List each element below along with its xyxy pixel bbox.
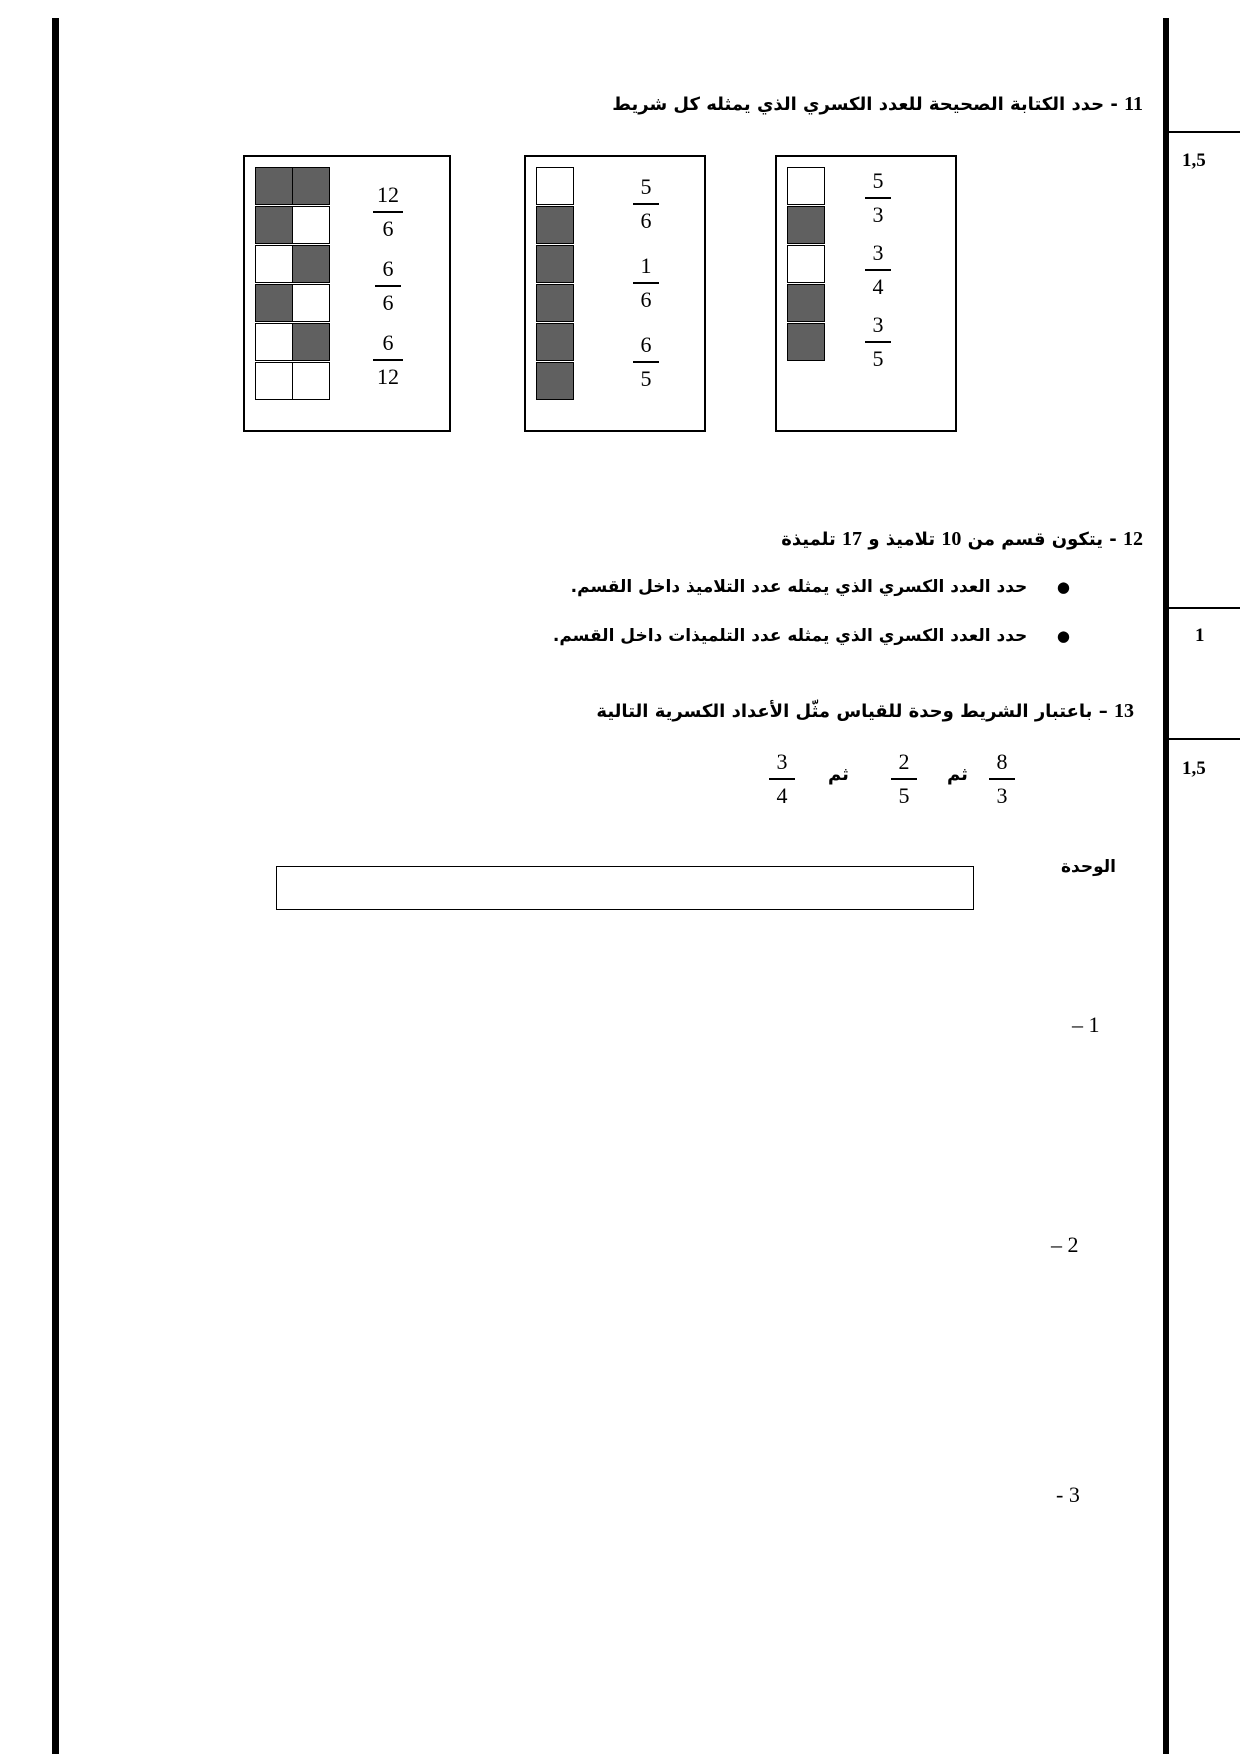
- score-q11: 1,5: [1182, 150, 1206, 171]
- q12-heading: 12 - يتكون قسم من 10 تلاميذ و 17 تلميذة: [781, 528, 1143, 550]
- unit-label: الوحدة: [1061, 857, 1116, 877]
- q13-number: 13: [1114, 700, 1134, 722]
- score-q12: 1: [1195, 625, 1205, 646]
- sub-item-2: – 2: [1051, 1232, 1079, 1257]
- q12-bullet-2: ● حدد العدد الكسري الذي يمثله عدد التلميذات داخل القسم.: [552, 626, 1070, 646]
- q12-bullet-1: ● حدد العدد الكسري الذي يمثله عدد التلاميذ داخل القسم.: [570, 577, 1070, 597]
- unit-strip: [276, 866, 974, 910]
- fraction-option: 1 6: [633, 252, 659, 314]
- q12-number: 12: [1123, 528, 1143, 550]
- fraction-option: 12 6: [373, 181, 403, 243]
- fraction-option: 6 6: [375, 255, 401, 317]
- score-divider: [1169, 131, 1240, 133]
- strip-box-2: [524, 155, 706, 432]
- score-divider: [1169, 738, 1240, 740]
- then-word: ثم: [828, 764, 849, 785]
- fraction-target: 3 4: [769, 748, 795, 810]
- score-divider: [1169, 607, 1240, 609]
- q11-number: 11: [1124, 93, 1143, 115]
- fraction-option: 5 3: [865, 167, 891, 229]
- sub-item-1: – 1: [1072, 1012, 1100, 1037]
- fraction-target: 8 3: [989, 748, 1015, 810]
- left-margin-rule: [52, 18, 59, 1754]
- fraction-target: 2 5: [891, 748, 917, 810]
- sub-item-3: - 3: [1056, 1482, 1080, 1507]
- fraction-option: 6 12: [373, 329, 403, 391]
- fraction-option: 6 5: [633, 331, 659, 393]
- strip-box-3: [775, 155, 957, 432]
- then-word: ثم: [947, 764, 968, 785]
- q13-heading: 13 – باعتبار الشريط وحدة للقياس مثّل الأعداد الكسرية التالية: [596, 700, 1134, 722]
- q11-heading: [612, 93, 1143, 116]
- fraction-option: 3 5: [865, 311, 891, 373]
- strip-box-1: [243, 155, 451, 432]
- fraction-option: 5 6: [633, 173, 659, 235]
- q11-text: - حدد الكتابة الصحيحة للعدد الكسري الذي يمثله كل شريط: [612, 94, 1118, 115]
- fraction-option: 3 4: [865, 239, 891, 301]
- right-margin-rule: [1163, 18, 1169, 1754]
- score-q13: 1,5: [1182, 758, 1206, 779]
